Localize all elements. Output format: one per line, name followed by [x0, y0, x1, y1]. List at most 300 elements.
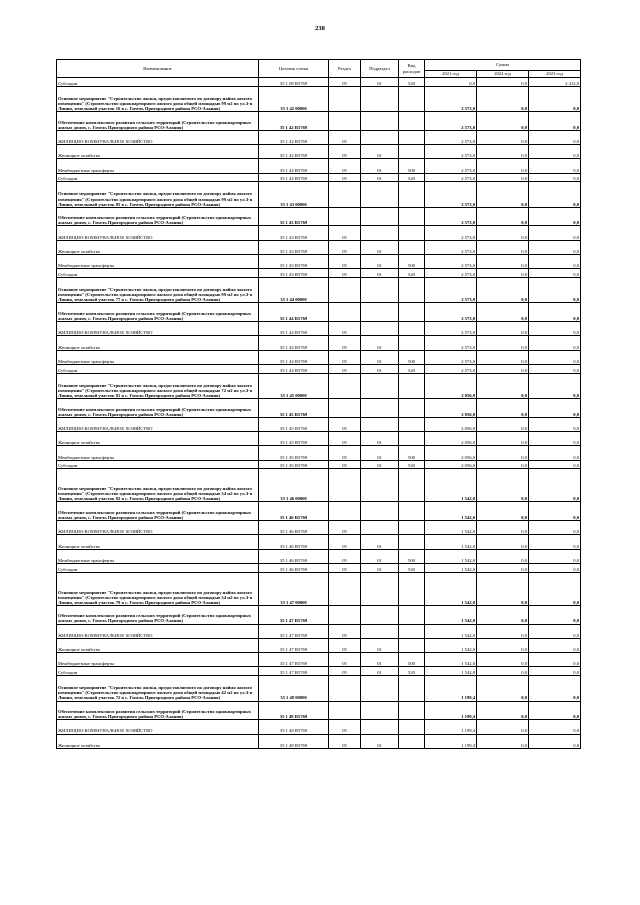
row-section-cell: 05 [329, 145, 361, 159]
row-code-cell: 35 1 47 R5769 [259, 653, 329, 667]
row-subsection-cell: 01 [361, 734, 399, 748]
row-section-cell: 05 [329, 734, 361, 748]
row-subsection-cell: 01 [361, 446, 399, 460]
row-amount-2022-cell: 0,0 [477, 469, 529, 502]
row-section-cell: 05 [329, 365, 361, 374]
row-code-cell: 35 1 42 00000 [259, 86, 329, 111]
table-row [57, 564, 581, 573]
row-section-cell: 05 [329, 624, 361, 638]
row-amount-2021-cell: 2 056,0 [425, 432, 477, 446]
row-name-cell: ЖИЛИЩНО-КОММУНАЛЬНОЕ ХОЗЯЙСТВО [57, 720, 259, 734]
row-subsection-cell: 01 [361, 350, 399, 364]
row-name-cell: Обеспечение комплексного развития сельских территорий (Строительство одноквартирных жилых домов, с. Гизель Пригородного района РСО-Алания) [57, 399, 259, 418]
row-expense-type-cell: 520 [399, 269, 425, 278]
row-amount-2022-cell: 0,0 [477, 564, 529, 573]
table-row [57, 255, 581, 269]
row-amount-2023-cell: 0,0 [529, 255, 581, 269]
table-row [57, 572, 581, 605]
row-amount-2021-cell: 1 199,4 [425, 701, 477, 720]
header-year-2022: 2022 год [477, 71, 529, 78]
row-code-cell: 35 1 42 R5769 [259, 173, 329, 182]
header-year-2021: 2021 год [425, 71, 477, 78]
row-name-cell: Основное мероприятие "Строительство жилья, предоставляемого по договору найма жилого помещения" (Строительство одноквартирного жилого дома общей площадью 42 м2 по ул.З-я Линия, земельный участок 72 в с. Гизель Пригородного района РСО-Алания) [57, 676, 259, 701]
row-amount-2021-cell: 2 573,0 [425, 86, 477, 111]
row-code-cell: 35 1 46 R5769 [259, 521, 329, 535]
budget-table [56, 59, 581, 749]
row-amount-2021-cell: 2 573,0 [425, 159, 477, 173]
row-expense-type-cell [399, 86, 425, 111]
table-row [57, 130, 581, 144]
header-name: Наименование [57, 60, 259, 78]
row-section-cell [329, 373, 361, 398]
row-subsection-cell [361, 226, 399, 240]
row-expense-type-cell [399, 399, 425, 418]
row-amount-2023-cell: 0,0 [529, 399, 581, 418]
row-section-cell: 05 [329, 446, 361, 460]
row-amount-2023-cell: 0,0 [529, 469, 581, 502]
row-amount-2021-cell: 2 056,0 [425, 460, 477, 469]
row-section-cell: 05 [329, 521, 361, 535]
row-amount-2023-cell: 0,0 [529, 303, 581, 322]
row-amount-2023-cell: 0,0 [529, 373, 581, 398]
row-name-cell: Жилищное хозяйство [57, 638, 259, 652]
row-expense-type-cell: 500 [399, 549, 425, 563]
row-amount-2022-cell: 0,0 [477, 159, 529, 173]
row-section-cell [329, 112, 361, 131]
row-subsection-cell: 01 [361, 173, 399, 182]
row-amount-2022-cell: 0,0 [477, 322, 529, 336]
row-name-cell: Субсидии [57, 564, 259, 573]
table-body [57, 78, 581, 749]
row-name-cell: Обеспечение комплексного развития сельских территорий (Строительство одноквартирных жилых домов, с. Гизель Пригородного района РСО-Алания) [57, 701, 259, 720]
row-expense-type-cell [399, 182, 425, 207]
row-amount-2022-cell: 0,0 [477, 572, 529, 605]
row-name-cell: Жилищное хозяйство [57, 240, 259, 254]
row-expense-type-cell [399, 417, 425, 431]
row-code-cell: 35 1 44 R5769 [259, 322, 329, 336]
row-code-cell: 35 1 48 00000 [259, 676, 329, 701]
row-section-cell: 05 [329, 226, 361, 240]
row-amount-2023-cell: 0,0 [529, 624, 581, 638]
row-name-cell: Межбюджетные трансферты [57, 255, 259, 269]
row-amount-2021-cell: 2 573,0 [425, 350, 477, 364]
table-row [57, 159, 581, 173]
table-row [57, 350, 581, 364]
row-expense-type-cell: 520 [399, 365, 425, 374]
row-amount-2021-cell: 2 056,0 [425, 373, 477, 398]
table-row [57, 624, 581, 638]
row-name-cell: Основное мероприятие "Строительство жилья, предоставляемого по договору найма жилого помещения" (Строительство одноквартирного жилого дома общей площадью 72 м2 по ул.З-я Линия, земельный участок 81 в с. Гизель Пригородного района РСО-Алания) [57, 373, 259, 398]
row-expense-type-cell [399, 303, 425, 322]
row-amount-2023-cell: 0,0 [529, 701, 581, 720]
row-amount-2022-cell: 0,0 [477, 278, 529, 303]
table-row [57, 676, 581, 701]
page-number: 238 [315, 25, 325, 32]
row-section-cell: 05 [329, 159, 361, 173]
row-amount-2021-cell: 1 542,0 [425, 638, 477, 652]
row-amount-2021-cell: 2 573,0 [425, 112, 477, 131]
table-row [57, 365, 581, 374]
row-section-cell: 05 [329, 255, 361, 269]
row-amount-2023-cell: 0,0 [529, 336, 581, 350]
header-subsection: Подраздел [361, 60, 399, 78]
table-row [57, 112, 581, 131]
table-row [57, 653, 581, 667]
row-amount-2023-cell: 0,0 [529, 605, 581, 624]
row-amount-2021-cell: 2 573,0 [425, 207, 477, 226]
row-name-cell: ЖИЛИЩНО-КОММУНАЛЬНОЕ ХОЗЯЙСТВО [57, 417, 259, 431]
row-expense-type-cell [399, 572, 425, 605]
row-amount-2021-cell: 1 542,0 [425, 605, 477, 624]
row-amount-2021-cell: 2 573,0 [425, 226, 477, 240]
row-amount-2022-cell: 0,0 [477, 373, 529, 398]
row-section-cell [329, 605, 361, 624]
row-name-cell: Основное мероприятие "Строительство жилья, предоставляемого по договору найма жилого помещения" (Строительство одноквартирного жилого дома общей площадью 99 м2 по ул.З-я Линия, земельный участок 77 в с. Гизель Пригородного района РСО-Алания) [57, 278, 259, 303]
row-amount-2021-cell: 2 573,0 [425, 336, 477, 350]
row-subsection-cell [361, 605, 399, 624]
row-amount-2023-cell: 0,0 [529, 278, 581, 303]
row-amount-2021-cell: 2 573,0 [425, 322, 477, 336]
row-subsection-cell: 01 [361, 269, 399, 278]
table-row [57, 207, 581, 226]
row-amount-2022-cell: 0,0 [477, 130, 529, 144]
header-amount: Сумма [425, 60, 581, 71]
header-section: Раздел [329, 60, 361, 78]
row-code-cell: 35 1 46 R5769 [259, 535, 329, 549]
row-subsection-cell [361, 207, 399, 226]
row-amount-2022-cell: 0,0 [477, 417, 529, 431]
row-amount-2023-cell: 0,0 [529, 86, 581, 111]
table-row [57, 240, 581, 254]
row-code-cell: 35 1 42 R5769 [259, 130, 329, 144]
row-amount-2022-cell: 0,0 [477, 502, 529, 521]
row-expense-type-cell [399, 502, 425, 521]
row-code-cell: 35 1 48 R5769 [259, 734, 329, 748]
table-row [57, 446, 581, 460]
row-amount-2023-cell: 0,0 [529, 350, 581, 364]
row-name-cell: Обеспечение комплексного развития сельских территорий (Строительство одноквартирных жилых домов, с. Гизель Пригородного района РСО-Алания) [57, 112, 259, 131]
row-expense-type-cell: 500 [399, 255, 425, 269]
row-subsection-cell [361, 417, 399, 431]
row-amount-2023-cell: 0,0 [529, 521, 581, 535]
row-section-cell: 05 [329, 653, 361, 667]
row-code-cell: 35 1 43 00000 [259, 182, 329, 207]
row-code-cell: 35 1 46 R5769 [259, 564, 329, 573]
row-amount-2021-cell: 1 542,0 [425, 572, 477, 605]
row-amount-2021-cell: 2 573,0 [425, 278, 477, 303]
row-section-cell [329, 207, 361, 226]
table-row [57, 269, 581, 278]
table-row [57, 226, 581, 240]
row-amount-2021-cell: 2 573,0 [425, 173, 477, 182]
row-amount-2021-cell: 2 056,0 [425, 446, 477, 460]
row-amount-2021-cell: 1 199,4 [425, 734, 477, 748]
row-amount-2021-cell: 1 542,0 [425, 624, 477, 638]
row-subsection-cell: 01 [361, 159, 399, 173]
row-expense-type-cell: 520 [399, 173, 425, 182]
row-amount-2023-cell: 0,0 [529, 269, 581, 278]
header-expense-type: Вид расходов [399, 60, 425, 78]
row-amount-2021-cell: 2 573,0 [425, 145, 477, 159]
row-code-cell: 35 1 42 R5769 [259, 159, 329, 173]
row-amount-2021-cell: 1 542,0 [425, 521, 477, 535]
row-amount-2021-cell: 2 573,0 [425, 130, 477, 144]
row-amount-2022-cell: 0,0 [477, 701, 529, 720]
row-code-cell: 35 1 42 R5769 [259, 112, 329, 131]
row-amount-2023-cell: 0,0 [529, 182, 581, 207]
row-amount-2023-cell: 0,0 [529, 365, 581, 374]
row-name-cell: Жилищное хозяйство [57, 734, 259, 748]
header-code: Целевая статья [259, 60, 329, 78]
row-expense-type-cell [399, 226, 425, 240]
row-code-cell: 35 1 46 R5769 [259, 549, 329, 563]
row-name-cell: Жилищное хозяйство [57, 336, 259, 350]
row-amount-2022-cell: 0,0 [477, 676, 529, 701]
row-code-cell: 35 1 45 R5769 [259, 432, 329, 446]
row-section-cell: 05 [329, 269, 361, 278]
row-amount-2022-cell: 0,0 [477, 207, 529, 226]
row-name-cell: ЖИЛИЩНО-КОММУНАЛЬНОЕ ХОЗЯЙСТВО [57, 130, 259, 144]
row-code-cell: 35 1 47 R5769 [259, 605, 329, 624]
row-name-cell: Обеспечение комплексного развития сельских территорий (Строительство одноквартирных жилых домов, с. Гизель Пригородного района РСО-Алания) [57, 207, 259, 226]
table-row [57, 549, 581, 563]
row-amount-2022-cell: 0,0 [477, 667, 529, 676]
row-code-cell: 35 1 45 00000 [259, 373, 329, 398]
row-amount-2023-cell: 0,0 [529, 653, 581, 667]
row-expense-type-cell [399, 373, 425, 398]
row-subsection-cell: 01 [361, 653, 399, 667]
row-code-cell: 35 1 47 R5769 [259, 624, 329, 638]
row-amount-2021-cell: 2 573,0 [425, 182, 477, 207]
row-code-cell: 35 1 45 R5769 [259, 399, 329, 418]
row-expense-type-cell [399, 207, 425, 226]
row-name-cell: Субсидии [57, 365, 259, 374]
row-code-cell: 35 1 45 R5769 [259, 446, 329, 460]
row-code-cell: 35 1 43 R5769 [259, 240, 329, 254]
row-code-cell: 35 1 44 R5769 [259, 303, 329, 322]
row-amount-2021-cell: 2 573,0 [425, 240, 477, 254]
row-name-cell: Обеспечение комплексного развития сельских территорий (Строительство одноквартирных жилых домов, с. Гизель Пригородного района РСО-Алания) [57, 303, 259, 322]
row-section-cell [329, 278, 361, 303]
row-section-cell: 05 [329, 432, 361, 446]
row-amount-2023-cell: 0,0 [529, 432, 581, 446]
row-amount-2022-cell: 0,0 [477, 365, 529, 374]
row-subsection-cell [361, 701, 399, 720]
row-amount-2022-cell: 0,0 [477, 145, 529, 159]
row-amount-2023-cell: 0,0 [529, 549, 581, 563]
row-subsection-cell [361, 112, 399, 131]
row-section-cell: 05 [329, 460, 361, 469]
row-amount-2023-cell: 0,0 [529, 322, 581, 336]
row-subsection-cell [361, 676, 399, 701]
row-code-cell: 35 1 48 R5769 [259, 701, 329, 720]
row-name-cell: Субсидии [57, 269, 259, 278]
row-name-cell: Основное мероприятие "Строительство жилья, предоставляемого по договору найма жилого помещения" (Строительство одноквартирного жилого дома общей площадью 54 м2 по ул.З-я Линия, земельный участок 79 в с. Гизель Пригородного района РСО-Алания) [57, 572, 259, 605]
row-code-cell: 35 1 44 R5769 [259, 365, 329, 374]
row-name-cell: Межбюджетные трансферты [57, 653, 259, 667]
row-code-cell: 35 1 47 R5769 [259, 638, 329, 652]
row-amount-2023-cell: 0,0 [529, 145, 581, 159]
row-section-cell [329, 86, 361, 111]
row-amount-2022-cell: 0,0 [477, 638, 529, 652]
row-amount-2022-cell: 0,0 [477, 182, 529, 207]
row-expense-type-cell: 520 [399, 460, 425, 469]
row-subsection-cell [361, 399, 399, 418]
row-code-cell: 35 1 46 R5769 [259, 502, 329, 521]
row-expense-type-cell: 520 [399, 78, 425, 87]
row-amount-2022-cell: 0,0 [477, 653, 529, 667]
row-section-cell [329, 502, 361, 521]
row-name-cell: Основное мероприятие "Строительство жилья, предоставляемого по договору найма жилого помещения" (Строительство одноквартирного жилого дома общей площадью 99 м2 по ул.З-я Линия, земельный участок 85 в с. Гизель Пригородного района РСО-Алания) [57, 182, 259, 207]
table-row [57, 521, 581, 535]
row-section-cell: 05 [329, 350, 361, 364]
row-subsection-cell: 01 [361, 78, 399, 87]
row-amount-2022-cell: 0,0 [477, 605, 529, 624]
table-row [57, 502, 581, 521]
row-amount-2022-cell: 0,0 [477, 460, 529, 469]
row-amount-2021-cell: 1 542,0 [425, 535, 477, 549]
row-subsection-cell [361, 720, 399, 734]
row-section-cell [329, 676, 361, 701]
row-subsection-cell [361, 303, 399, 322]
row-name-cell: Обеспечение комплексного развития сельских территорий (Строительство одноквартирных жилых домов, с. Гизель Пригородного района РСО-Алания) [57, 605, 259, 624]
table-row [57, 173, 581, 182]
row-expense-type-cell [399, 521, 425, 535]
row-amount-2022-cell: 0,0 [477, 624, 529, 638]
row-subsection-cell [361, 278, 399, 303]
row-code-cell: 35 1 44 R5769 [259, 350, 329, 364]
row-expense-type-cell [399, 112, 425, 131]
row-expense-type-cell: 500 [399, 159, 425, 173]
row-name-cell: Субсидии [57, 667, 259, 676]
row-amount-2021-cell: 1 542,0 [425, 549, 477, 563]
row-subsection-cell [361, 322, 399, 336]
row-expense-type-cell [399, 145, 425, 159]
row-amount-2023-cell: 0,0 [529, 446, 581, 460]
row-section-cell [329, 399, 361, 418]
row-section-cell: 05 [329, 535, 361, 549]
row-code-cell: 35 1 43 R5769 [259, 226, 329, 240]
row-amount-2023-cell: 0,0 [529, 159, 581, 173]
row-code-cell: 35 1 48 R5769 [259, 720, 329, 734]
row-amount-2023-cell: 0,0 [529, 502, 581, 521]
table-row [57, 322, 581, 336]
row-expense-type-cell [399, 720, 425, 734]
table-row [57, 638, 581, 652]
table-row [57, 469, 581, 502]
row-amount-2021-cell: 2 056,0 [425, 417, 477, 431]
table-row [57, 460, 581, 469]
row-amount-2021-cell: 0,0 [425, 78, 477, 87]
row-subsection-cell: 01 [361, 255, 399, 269]
row-expense-type-cell: 520 [399, 564, 425, 573]
table-row [57, 182, 581, 207]
row-expense-type-cell [399, 638, 425, 652]
table-row [57, 336, 581, 350]
row-amount-2021-cell: 1 542,0 [425, 667, 477, 676]
row-amount-2023-cell: 0,0 [529, 638, 581, 652]
row-subsection-cell [361, 572, 399, 605]
row-amount-2022-cell: 0,0 [477, 226, 529, 240]
row-section-cell: 05 [329, 564, 361, 573]
row-name-cell: Основное мероприятие "Строительство жилья, предоставляемого по договору найма жилого помещения" (Строительство одноквартирного жилого дома общей площадью 99 м2 по ул.З-я Линия, земельный участок 16 в с. Гизель Пригородного района РСО-Алания) [57, 86, 259, 111]
row-subsection-cell: 01 [361, 564, 399, 573]
row-subsection-cell: 01 [361, 432, 399, 446]
row-amount-2021-cell: 1 542,0 [425, 469, 477, 502]
row-subsection-cell: 01 [361, 549, 399, 563]
row-amount-2023-cell: 0,0 [529, 226, 581, 240]
table-row [57, 145, 581, 159]
row-name-cell: ЖИЛИЩНО-КОММУНАЛЬНОЕ ХОЗЯЙСТВО [57, 322, 259, 336]
table-row [57, 86, 581, 111]
row-name-cell: Межбюджетные трансферты [57, 549, 259, 563]
row-section-cell [329, 303, 361, 322]
row-amount-2022-cell: 0,0 [477, 535, 529, 549]
row-name-cell: Основное мероприятие "Строительство жилья, предоставляемого по договору найма жилого помещения" (Строительство одноквартирного жилого дома общей площадью 54 м2 по ул.З-я Линия, земельный участок 82 в с. Гизель Пригородного района РСО-Алания) [57, 469, 259, 502]
row-amount-2021-cell: 1 199,4 [425, 676, 477, 701]
row-expense-type-cell [399, 130, 425, 144]
row-subsection-cell [361, 469, 399, 502]
row-section-cell [329, 701, 361, 720]
table-row [57, 278, 581, 303]
row-amount-2022-cell: 0,0 [477, 336, 529, 350]
row-expense-type-cell: 500 [399, 446, 425, 460]
row-subsection-cell: 01 [361, 535, 399, 549]
row-amount-2022-cell: 0,0 [477, 350, 529, 364]
row-code-cell: 35 1 45 R5769 [259, 417, 329, 431]
row-amount-2022-cell: 0,0 [477, 734, 529, 748]
row-expense-type-cell [399, 240, 425, 254]
row-expense-type-cell [399, 676, 425, 701]
row-amount-2021-cell: 1 199,4 [425, 720, 477, 734]
row-subsection-cell [361, 86, 399, 111]
row-amount-2023-cell: 0,0 [529, 720, 581, 734]
row-expense-type-cell: 520 [399, 667, 425, 676]
row-section-cell: 05 [329, 549, 361, 563]
row-amount-2023-cell: 0,0 [529, 667, 581, 676]
row-expense-type-cell [399, 624, 425, 638]
row-code-cell: 35 1 47 R5769 [259, 667, 329, 676]
row-subsection-cell: 01 [361, 667, 399, 676]
row-amount-2021-cell: 1 542,0 [425, 502, 477, 521]
row-subsection-cell: 01 [361, 145, 399, 159]
row-section-cell: 05 [329, 720, 361, 734]
row-amount-2022-cell: 0,0 [477, 521, 529, 535]
row-amount-2022-cell: 0,0 [477, 173, 529, 182]
row-name-cell: Обеспечение комплексного развития сельских территорий (Строительство одноквартирных жилых домов, с. Гизель Пригородного района РСО-Алания) [57, 502, 259, 521]
row-section-cell: 05 [329, 667, 361, 676]
table-row [57, 399, 581, 418]
row-amount-2023-cell: 0,0 [529, 112, 581, 131]
row-name-cell: ЖИЛИЩНО-КОММУНАЛЬНОЕ ХОЗЯЙСТВО [57, 226, 259, 240]
row-expense-type-cell [399, 535, 425, 549]
row-section-cell [329, 182, 361, 207]
row-subsection-cell [361, 182, 399, 207]
row-name-cell: Субсидии [57, 78, 259, 87]
row-amount-2022-cell: 0,0 [477, 432, 529, 446]
row-amount-2021-cell: 2 573,0 [425, 255, 477, 269]
row-amount-2023-cell: 0,0 [529, 676, 581, 701]
row-section-cell: 05 [329, 417, 361, 431]
row-amount-2022-cell: 0,0 [477, 78, 529, 87]
row-amount-2022-cell: 0,0 [477, 549, 529, 563]
row-code-cell: 35 1 46 00000 [259, 469, 329, 502]
row-subsection-cell: 01 [361, 638, 399, 652]
row-expense-type-cell [399, 278, 425, 303]
row-subsection-cell [361, 130, 399, 144]
row-amount-2023-cell: 0,0 [529, 130, 581, 144]
row-code-cell: 35 1 45 R5769 [259, 460, 329, 469]
